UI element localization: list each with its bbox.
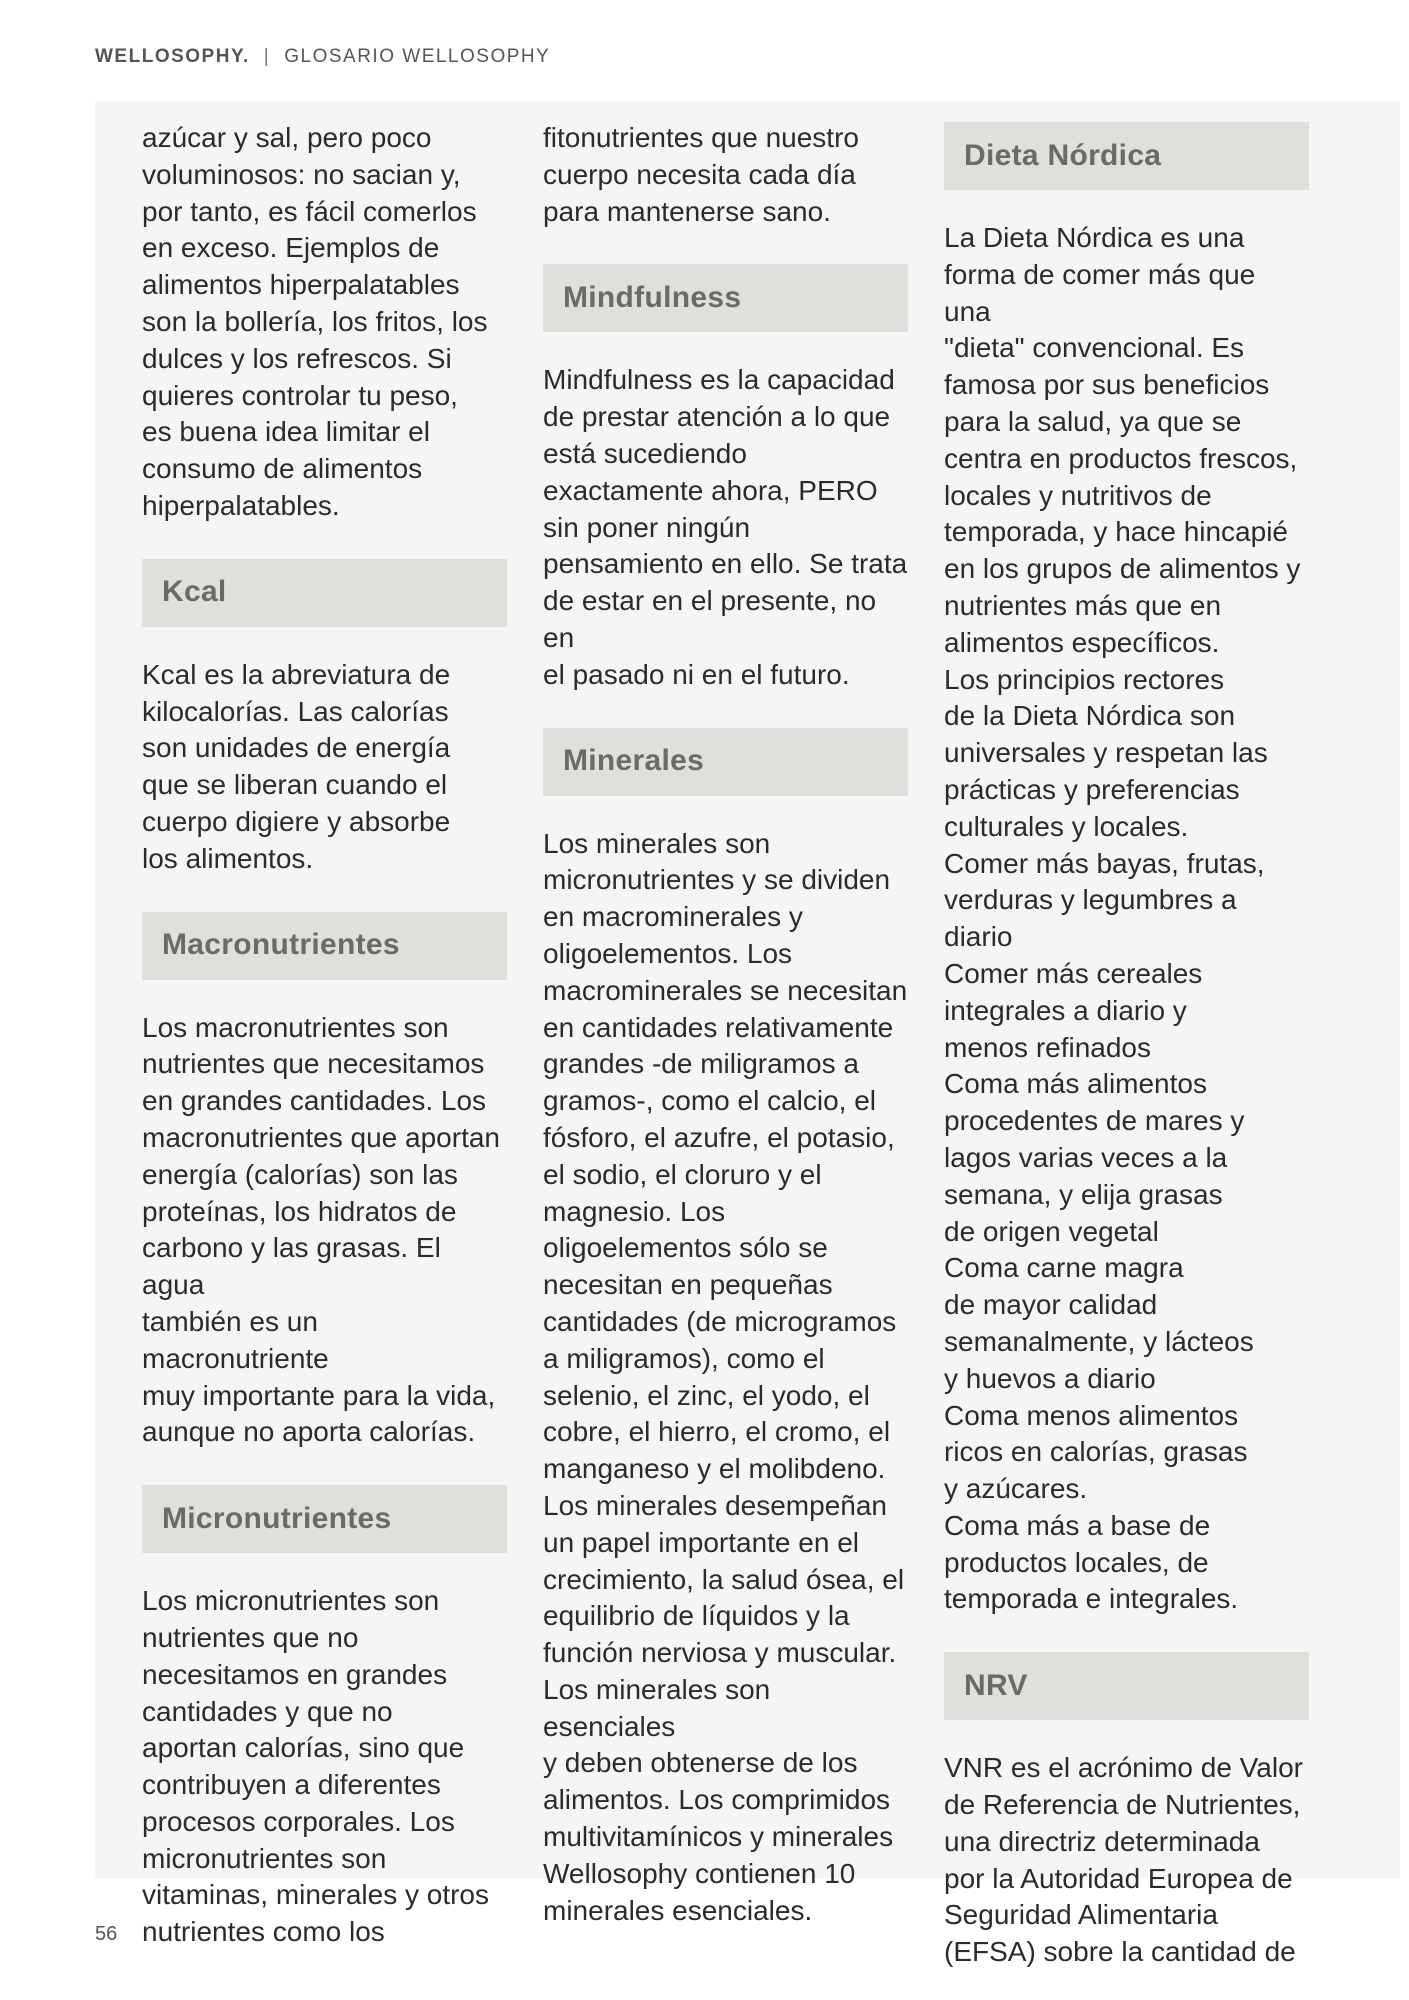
header-separator: |	[263, 46, 271, 67]
brand-logo-text: WELLOSOPHY.	[95, 46, 250, 67]
term-heading-mindfulness: Mindfulness	[543, 264, 908, 332]
term-heading-kcal: Kcal	[142, 559, 507, 627]
term-heading-dieta-nordica: Dieta Nórdica	[944, 122, 1309, 190]
definition-macronutrientes: Los macronutrientes son nutrientes que necesitamos en grandes cantidades. Los macronutrientes que aportan energía (calorías) son las proteínas, los hidratos de carbono y las grasas. El agua también es un macronutriente muy importante para la vida, aunque no aporta calorías.	[142, 1011, 500, 1448]
glossary-column-2	[543, 120, 908, 1929]
glossary-column-3	[944, 122, 1309, 1971]
continued-definition-text: azúcar y sal, pero poco voluminosos: no sacian y, por tanto, es fácil comerlos en exceso. Ejemplos de alimentos hiperpalatables son la bollería, los fritos, los dulces y los refrescos. Si quieres controlar tu peso, es buena idea limitar el consumo de alimentos hiperpalatables.	[142, 122, 488, 521]
term-heading-minerales: Minerales	[543, 728, 908, 796]
definition-nrv: VNR es el acrónimo de Valor de Referencia de Nutrientes, una directriz determinada por la Autoridad Europea de Seguridad Alimentaria (EFSA) sobre la cantidad de	[944, 1752, 1303, 1968]
definition-dieta-nordica: La Dieta Nórdica es una forma de comer más que una "dieta" convencional. Es famosa por sus beneficios para la salud, ya que se centra en productos frescos, locales y nutritivos de temporada, y hace hincapié en los grupos de alimentos y nutrientes más que en alimentos específicos. Los principios rectores de la Dieta Nórdica son universales y respetan las prácticas y preferencias culturales y locales. Comer más bayas, frutas, verduras y legumbres a diario Comer más cereales integrales a diario y menos refinados Coma más alimentos procedentes de mares y lagos varias veces a la semana, y elija grasas de origen vegetal Coma carne magra de mayor calidad semanalmente, y lácteos y huevos a diario Coma menos alimentos ricos en calorías, grasas y azúcares. Coma más a base de productos locales, de temporada e integrales.	[944, 222, 1301, 1615]
term-heading-macronutrientes: Macronutrientes	[142, 912, 507, 980]
glossary-column-1	[142, 120, 507, 1951]
term-heading-nrv: NRV	[944, 1652, 1309, 1720]
section-title: GLOSARIO WELLOSOPHY	[284, 46, 551, 67]
definition-minerales: Los minerales son micronutrientes y se dividen en macrominerales y oligoelementos. Los macrominerales se necesitan en cantidades relativamente grandes -de miligramos a gramos-, como el calcio, el fósforo, el azufre, el potasio, el sodio, el cloruro y el magnesio. Los oligoelementos sólo se necesitan en pequeñas cantidades (de microgramos a miligramos), como el selenio, el zinc, el yodo, el cobre, el hierro, el cromo, el manganeso y el molibdeno. Los minerales desempeñan un papel importante en el crecimiento, la salud ósea, el equilibrio de líquidos y la función nerviosa y muscular. Los minerales son esenciales y deben obtenerse de los alimentos. Los comprimidos multivitamínicos y minerales Wellosophy contienen 10 minerales esenciales.	[543, 827, 908, 1926]
term-heading-micronutrientes: Micronutrientes	[142, 1485, 507, 1553]
running-header	[95, 46, 550, 68]
definition-mindfulness: Mindfulness es la capacidad de prestar atención a lo que está sucediendo exactamente ahora, PERO sin poner ningún pensamiento en ello. Se trata de estar en el presente, no en el pasado ni en el futuro.	[543, 364, 908, 690]
definition-kcal: Kcal es la abreviatura de kilocalorías. Las calorías son unidades de energía que se liberan cuando el cuerpo digiere y absorbe los alimentos.	[142, 658, 451, 874]
continued-definition-text: fitonutrientes que nuestro cuerpo necesita cada día para mantenerse sano.	[543, 122, 859, 227]
page-number: 56	[95, 1923, 118, 1945]
definition-micronutrientes: Los micronutrientes son nutrientes que no necesitamos en grandes cantidades y que no aportan calorías, sino que contribuyen a diferentes procesos corporales. Los micronutrientes son vitaminas, minerales y otros nutrientes como los	[142, 1585, 490, 1948]
